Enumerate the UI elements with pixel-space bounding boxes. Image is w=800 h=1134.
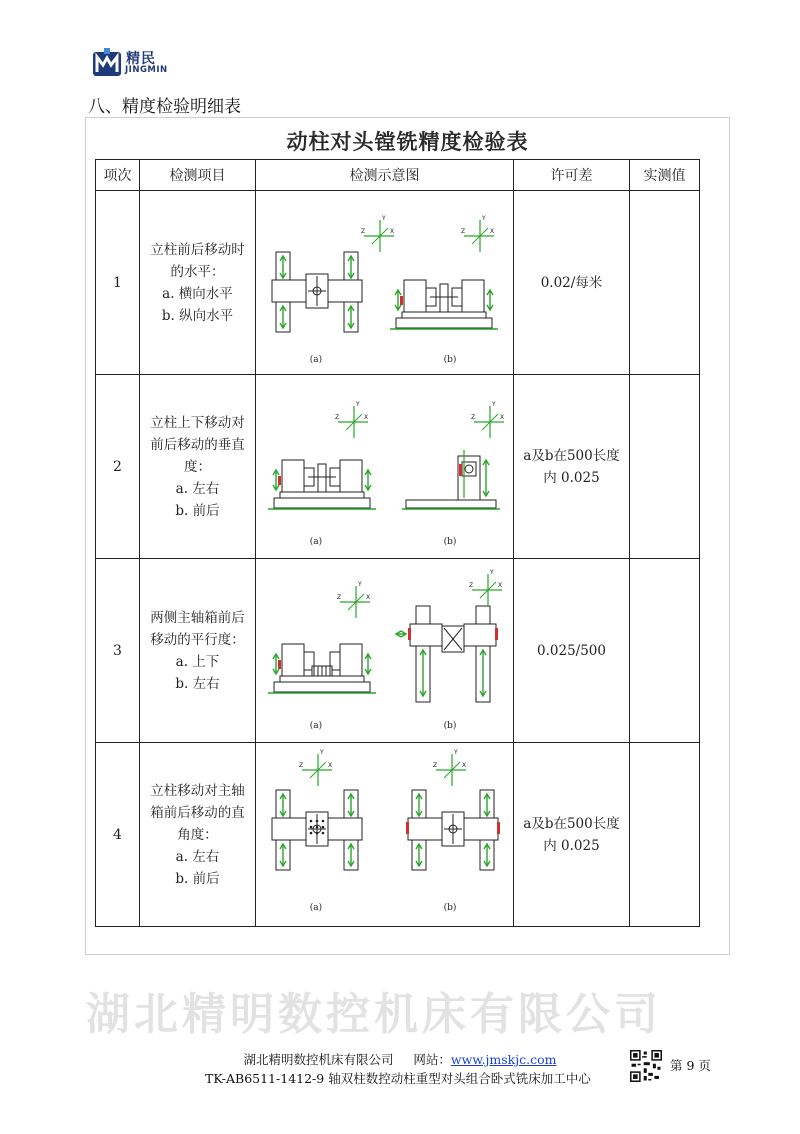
axis-label: X (390, 227, 395, 235)
tolerance-line: 0.02/每米 (540, 274, 603, 291)
section-heading: 八、精度检验明细表 (88, 97, 241, 117)
figure-b (406, 790, 500, 870)
inspection-item (140, 191, 256, 375)
diagram-svg (256, 560, 512, 742)
inspection-diagram (256, 559, 514, 743)
tolerance-line: a及b在500长度 (523, 447, 620, 464)
inspection-diagram (256, 191, 514, 375)
col-header-index: 项次 (96, 160, 140, 191)
inspection-diagram (256, 743, 514, 927)
top-view-drawing (272, 790, 362, 870)
inspection-sheet (85, 117, 730, 955)
measured-value[interactable] (630, 375, 700, 559)
inspection-item-line: 两侧主轴箱前后 (150, 609, 245, 626)
front-view-drawing (268, 644, 376, 693)
axis-label: Y (358, 580, 362, 588)
inspection-item (140, 743, 256, 927)
page-number: 第 9 页 (670, 1058, 711, 1073)
logo-en-text: JINGMIN (125, 65, 168, 75)
top-view-drawing (272, 252, 362, 332)
figure-caption: (a) (309, 536, 323, 547)
figure-caption: (b) (443, 354, 457, 365)
row-index: 3 (96, 559, 140, 743)
measured-value[interactable] (630, 559, 700, 743)
axis-label: Z (471, 413, 476, 421)
axis-indicator-icon (361, 215, 394, 252)
axis-label: X (328, 761, 333, 769)
tolerance (514, 559, 630, 743)
axis-label: Z (335, 413, 340, 421)
axis-label: Z (461, 227, 466, 235)
figure-caption: (a) (309, 902, 323, 913)
inspection-item-line: a. 横向水平 (162, 285, 233, 302)
inspection-item-line: a. 上下 (175, 653, 220, 670)
footer-document-title: TK-AB6511-1412-9 轴双柱数控动柱重型对头组合卧式铣床加工中心 (205, 1071, 591, 1086)
table-row (96, 559, 700, 743)
inspection-item-line: 立柱移动对主轴 (150, 782, 245, 799)
company-watermark: 湖北精明数控机床有限公司 (86, 989, 662, 1040)
row-index: 2 (96, 375, 140, 559)
figure-caption: (b) (443, 902, 457, 913)
axis-label: X (364, 413, 369, 421)
row-index: 4 (96, 743, 140, 927)
tolerance (514, 191, 630, 375)
col-header-item: 检测项目 (140, 160, 256, 191)
col-header-measured: 实测值 (630, 160, 700, 191)
col-header-tolerance: 许可差 (514, 160, 630, 191)
axis-label: Z (337, 593, 342, 601)
inspection-item-line: 前后移动的垂直 (150, 436, 245, 453)
top-view-drawing (406, 790, 500, 870)
axis-label: Y (482, 214, 486, 222)
inspection-item-line: b. 纵向水平 (161, 307, 234, 324)
diagram-svg (256, 744, 512, 926)
logo-mark-icon (92, 48, 122, 78)
tolerance-line: a及b在500长度 (523, 815, 620, 832)
table-row (96, 191, 700, 375)
axis-label: X (500, 413, 505, 421)
company-logo (92, 46, 182, 80)
front-view-drawing (390, 280, 498, 329)
diagram-svg (256, 192, 512, 374)
inspection-item-line: 箱前后移动的直 (150, 804, 245, 821)
tolerance (514, 375, 630, 559)
figure-a (272, 790, 362, 870)
row-index: 1 (96, 191, 140, 375)
footer-site-label: 网站： (413, 1052, 451, 1067)
inspection-table (95, 159, 700, 927)
figure-a (268, 460, 376, 509)
tolerance-line: 内 0.025 (543, 469, 600, 486)
figure-b (390, 280, 498, 329)
table-row (96, 743, 700, 927)
axis-label: Y (454, 748, 458, 756)
figure-b (402, 450, 500, 509)
tall-view-drawing (396, 606, 498, 702)
inspection-item-line: a. 左右 (175, 480, 220, 497)
figure-caption: (a) (309, 354, 323, 365)
axis-label: Z (469, 581, 474, 589)
tolerance (514, 743, 630, 927)
axis-indicator-icon (299, 749, 332, 786)
inspection-item-line: b. 前后 (175, 870, 220, 887)
axis-indicator-icon (471, 401, 504, 438)
axis-label: Y (356, 400, 360, 408)
logo-cn-text: 精民 (126, 51, 156, 67)
qr-code-icon (630, 1050, 662, 1082)
axis-label: Y (492, 400, 496, 408)
axis-indicator-icon (469, 569, 502, 606)
measured-value[interactable] (630, 191, 700, 375)
inspection-item-line: 角度： (177, 826, 218, 843)
tolerance-line: 0.025/500 (537, 642, 606, 659)
axis-label: X (366, 593, 371, 601)
diagram-svg (256, 376, 512, 558)
inspection-item-line: b. 左右 (175, 675, 220, 692)
axis-indicator-icon (461, 215, 494, 252)
inspection-item-line: 立柱上下移动对 (150, 414, 245, 431)
axis-label: X (462, 761, 467, 769)
col-header-diagram: 检测示意图 (256, 160, 514, 191)
table-header-row (96, 160, 700, 191)
figure-a (268, 644, 376, 693)
inspection-item (140, 559, 256, 743)
tolerance-line: 内 0.025 (543, 837, 600, 854)
axis-indicator-icon (337, 581, 370, 618)
side-view-drawing (402, 450, 500, 509)
measured-value[interactable] (630, 743, 700, 927)
inspection-item-line: 度： (184, 458, 211, 475)
figure-b (396, 606, 498, 702)
inspection-item-line: 移动的平行度： (150, 631, 245, 648)
footer-company: 湖北精明数控机床有限公司 (243, 1052, 394, 1067)
inspection-item-line: 的水平： (170, 263, 225, 280)
footer-website-link[interactable]: www.jmskjc.com (450, 1052, 557, 1067)
axis-label: Z (361, 227, 366, 235)
table-row (96, 375, 700, 559)
axis-label: Y (490, 568, 494, 576)
figure-caption: (b) (443, 536, 457, 547)
inspection-item (140, 375, 256, 559)
inspection-item-line: 立柱前后移动时 (150, 241, 245, 258)
axis-label: Y (320, 748, 324, 756)
axis-label: X (490, 227, 495, 235)
sheet-title: 动柱对头镗铣精度检验表 (286, 130, 529, 154)
front-view-drawing (268, 460, 376, 509)
axis-indicator-icon (433, 749, 466, 786)
axis-label: Y (382, 214, 386, 222)
figure-caption: (a) (309, 720, 323, 731)
axis-label: X (498, 581, 503, 589)
axis-indicator-icon (335, 401, 368, 438)
figure-a (272, 252, 362, 332)
inspection-item-line: b. 前后 (175, 502, 220, 519)
inspection-item-line: a. 左右 (175, 848, 220, 865)
axis-label: Z (433, 761, 438, 769)
figure-caption: (b) (443, 720, 457, 731)
axis-label: Z (299, 761, 304, 769)
inspection-diagram (256, 375, 514, 559)
